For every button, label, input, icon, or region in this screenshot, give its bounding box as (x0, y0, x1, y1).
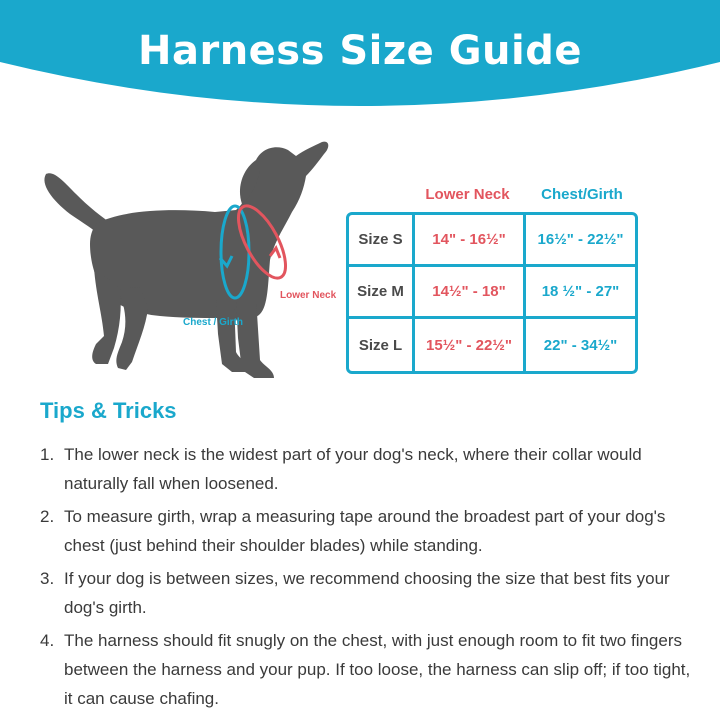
chest-girth-value: 18 ½" - 27" (526, 267, 635, 319)
tip-number: 1. (40, 445, 55, 464)
tip-number: 2. (40, 507, 55, 526)
column-header-chest-girth: Chest/Girth (541, 186, 623, 203)
chest-girth-value: 22" - 34½" (543, 336, 618, 354)
column-header-lower-neck: Lower Neck (425, 186, 510, 203)
page-title: Harness Size Guide (138, 28, 582, 74)
tip-number: 3. (40, 569, 55, 588)
size-label: Size S (349, 215, 415, 267)
tip-item (40, 564, 700, 622)
lower-neck-value: 15½" - 22½" (415, 319, 526, 371)
lower-neck-value: 14½" - 18" (415, 267, 526, 319)
size-label: Size L (349, 319, 415, 371)
chest-girth-value: 16½" - 22½" (526, 215, 635, 267)
tip-item (40, 440, 700, 498)
tip-text: The lower neck is the widest part of your dog's neck, where their collar would naturally fall when loosened. (64, 445, 642, 493)
lower-neck-value: 14" - 16½" (415, 215, 526, 267)
chest-girth-diagram-label: Chest / Girth (183, 317, 244, 328)
size-table (346, 212, 638, 374)
tip-number: 4. (40, 631, 55, 650)
tip-text: If your dog is between sizes, we recommend choosing the size that best fits your dog's girth. (64, 569, 670, 617)
tips-title: Tips & Tricks (40, 398, 177, 423)
tip-text: To measure girth, wrap a measuring tape around the broadest part of your dog's chest (just behind their shoulder blades) while standing. (64, 507, 666, 555)
header-banner (0, 0, 720, 120)
tip-item (40, 626, 700, 713)
lower-neck-diagram-label: Lower Neck (280, 290, 337, 301)
tips-list (40, 440, 700, 717)
tip-item (40, 502, 700, 560)
tip-text: The harness should fit snugly on the chest, with just enough room to fit two fingers between the harness and your pup. If too loose, the harness can slip off; if too tight, it can cause chafing. (64, 631, 691, 708)
dog-silhouette-icon (30, 138, 350, 398)
size-label: Size M (349, 267, 415, 319)
